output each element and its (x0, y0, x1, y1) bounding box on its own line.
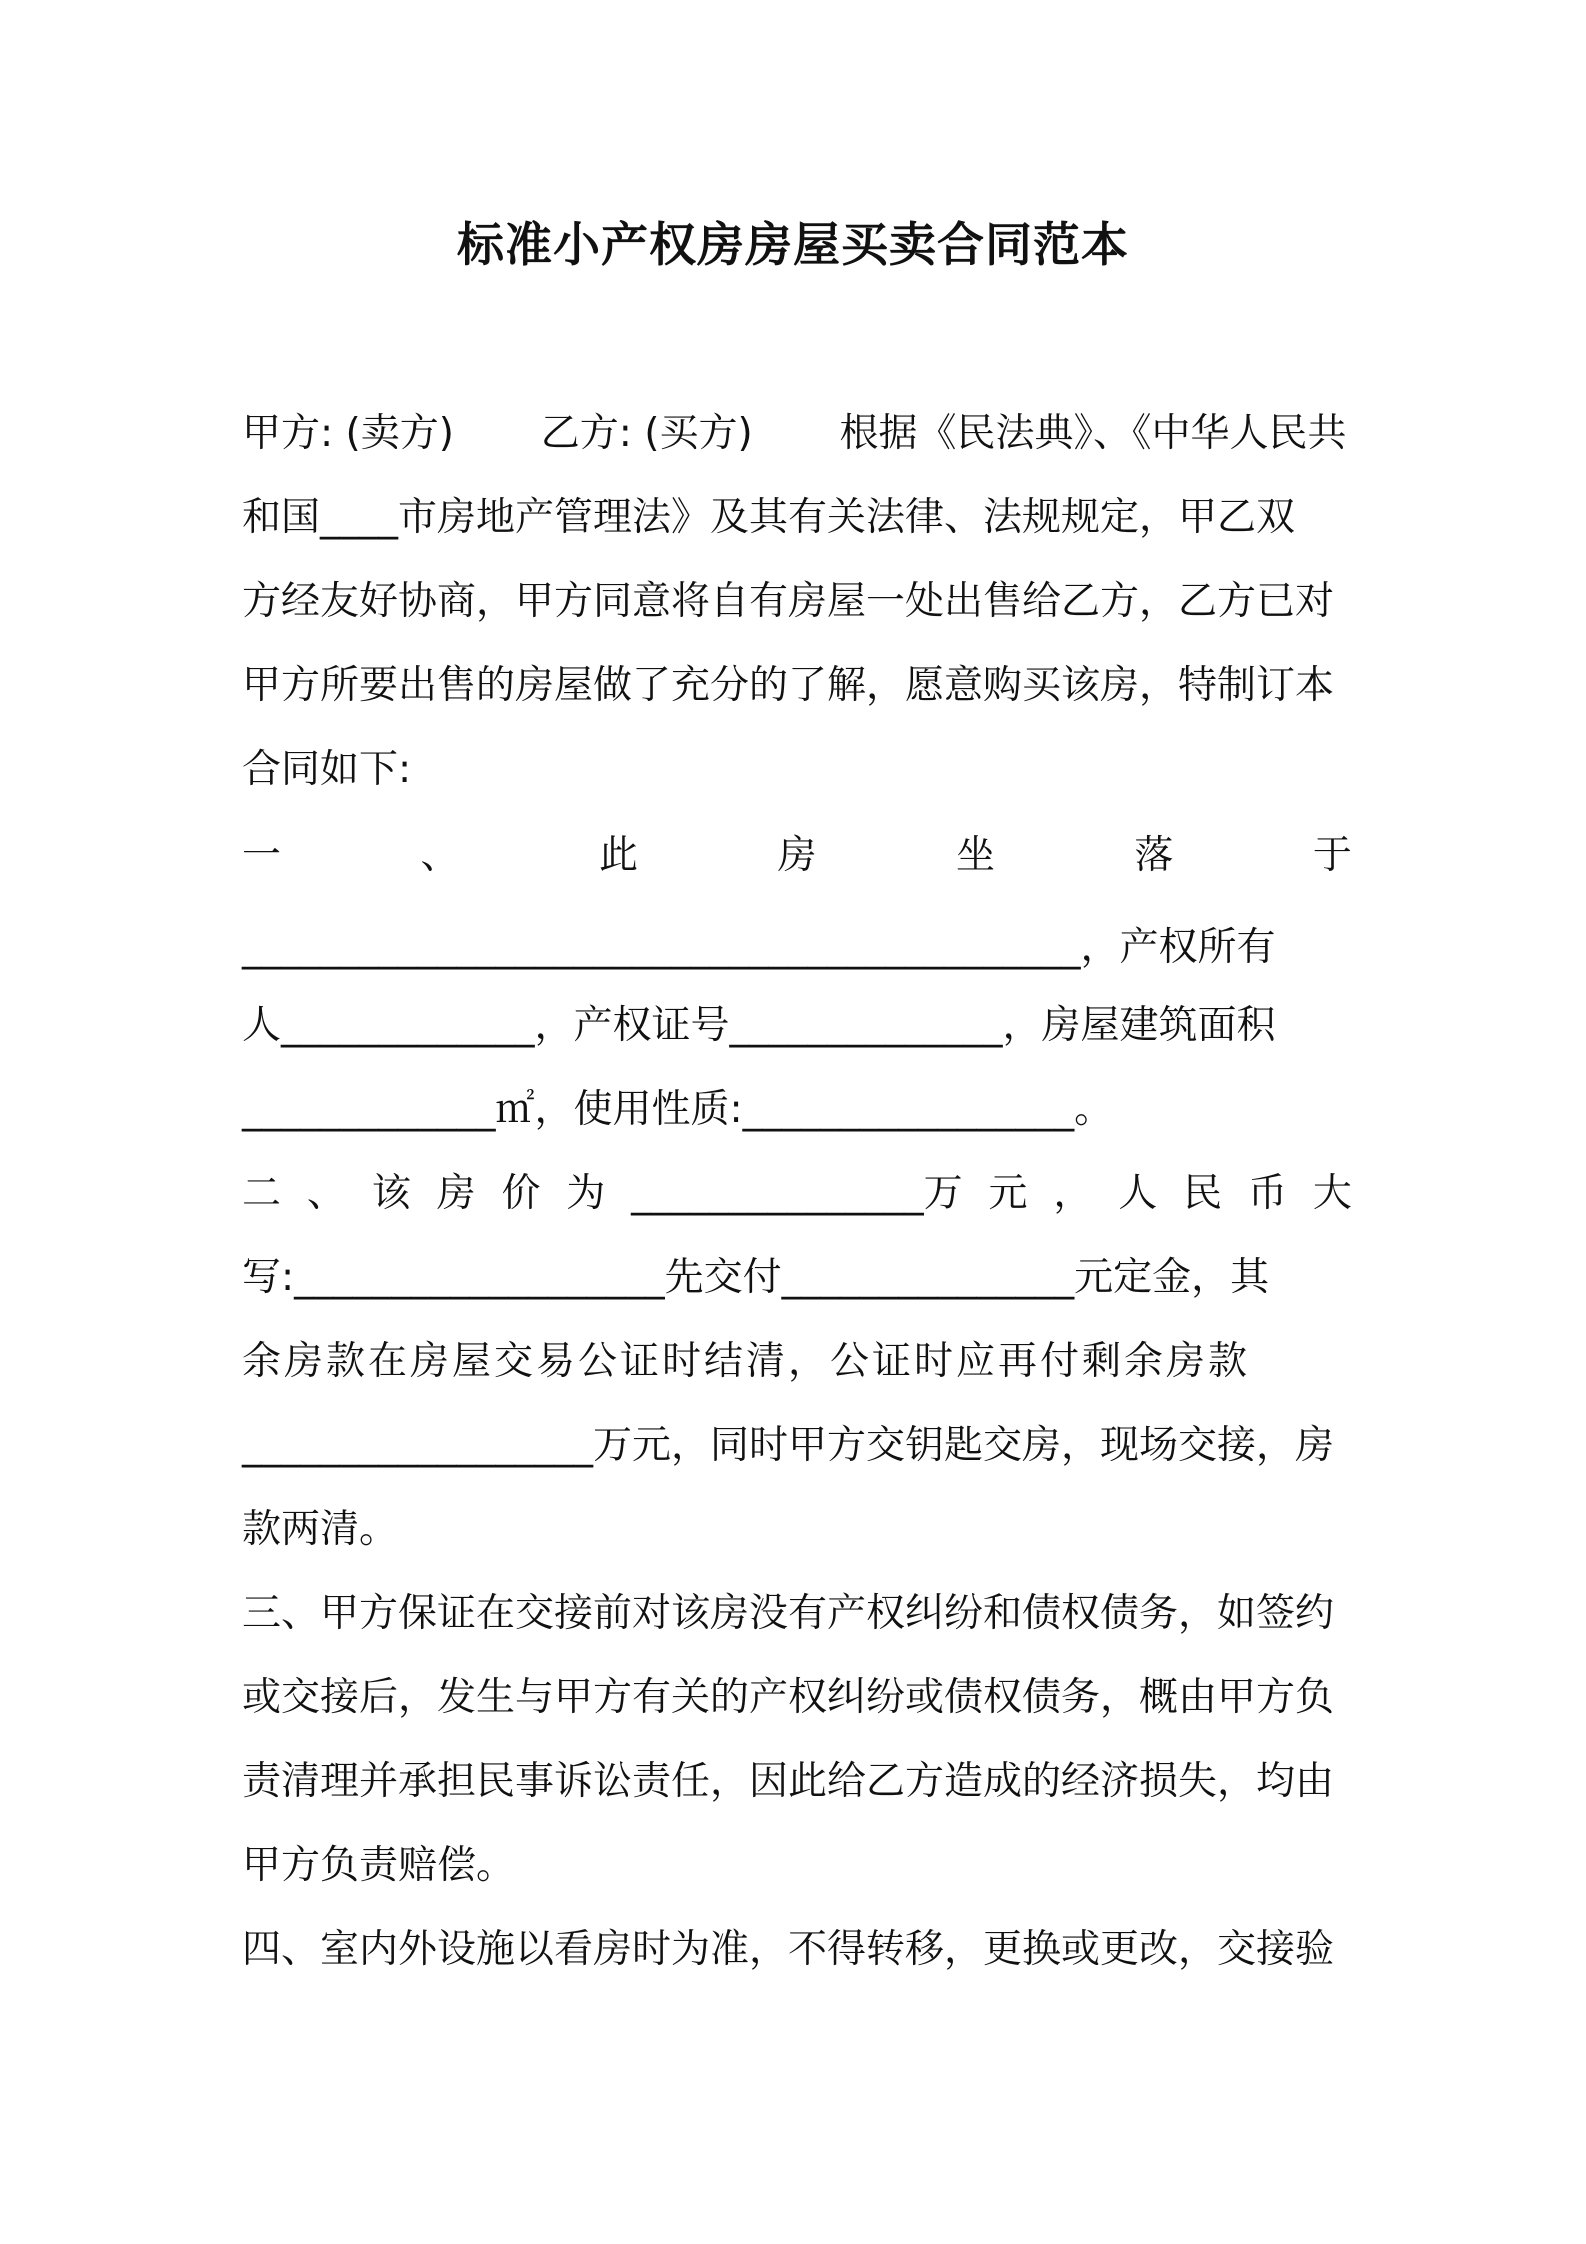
text-line: ___________________________________________，产权所有 (242, 925, 1276, 970)
clause-word: 房 (436, 1171, 476, 1216)
text-line: 或交接后，发生与甲方有关的产权纠纷或债权债务，概由甲方负 (242, 1675, 1335, 1720)
text-line: 责清理并承担民事诉讼责任，因此给乙方造成的经济损失，均由 (242, 1759, 1335, 1804)
clause-word: 此 (598, 833, 638, 878)
clause-word: 民 (1183, 1171, 1223, 1216)
text-line: 人_____________，产权证号______________，房屋建筑面积 (242, 1003, 1276, 1048)
clause-word: 为 (566, 1171, 606, 1216)
text-line: 合同如下: (242, 747, 412, 792)
clause-word: 、 (420, 833, 460, 878)
clause-word: 该 (371, 1171, 411, 1216)
clause-word: 一 (242, 833, 282, 878)
clause-word: _______________万 (631, 1171, 963, 1216)
clause-word: 落 (1134, 833, 1174, 878)
clause-word: ， (1053, 1171, 1093, 1216)
text-line: 余房款在房屋交易公证时结清，公证时应再付剩余房款 (242, 1339, 1251, 1384)
clause-1-heading (242, 826, 1352, 886)
clause-word: 大 (1312, 1171, 1352, 1216)
clause-word: 人 (1118, 1171, 1158, 1216)
text-line: 甲方: (卖方) 乙方: (买方) 根据《民法典》、《中华人民共 (242, 411, 1347, 456)
clause-2-heading (242, 1164, 1352, 1224)
text-line: 甲方负责赔偿。 (242, 1843, 516, 1888)
clause-word: 元 (988, 1171, 1028, 1216)
clause-word: 于 (1312, 833, 1352, 878)
text-line: __________________万元，同时甲方交钥匙交房，现场交接，房 (242, 1423, 1335, 1468)
document-title: 标准小产权房房屋买卖合同范本 (457, 218, 1129, 273)
clause-word: 房 (777, 833, 817, 878)
text-line: 和国____市房地产管理法》及其有关法律、法规规定，甲乙双 (242, 495, 1296, 540)
text-line: 甲方所要出售的房屋做了充分的了解，愿意购买该房，特制订本 (242, 663, 1335, 708)
text-line: 方经友好协商，甲方同意将自有房屋一处出售给乙方，乙方已对 (242, 579, 1335, 624)
text-line: 四、室内外设施以看房时为准，不得转移，更换或更改，交接验 (242, 1927, 1335, 1972)
text-line: _____________㎡，使用性质:_________________。 (242, 1087, 1114, 1132)
clause-word: 价 (501, 1171, 541, 1216)
text-line: 款两清。 (242, 1507, 399, 1552)
text-line: 写:___________________先交付_______________元定金，其 (242, 1255, 1270, 1300)
clause-word: 币 (1247, 1171, 1287, 1216)
text-line: 三、甲方保证在交接前对该房没有产权纠纷和债权债务，如签约 (242, 1591, 1335, 1636)
clause-word: 二 (242, 1171, 282, 1216)
clause-word: 坐 (955, 833, 995, 878)
clause-word: 、 (306, 1171, 346, 1216)
